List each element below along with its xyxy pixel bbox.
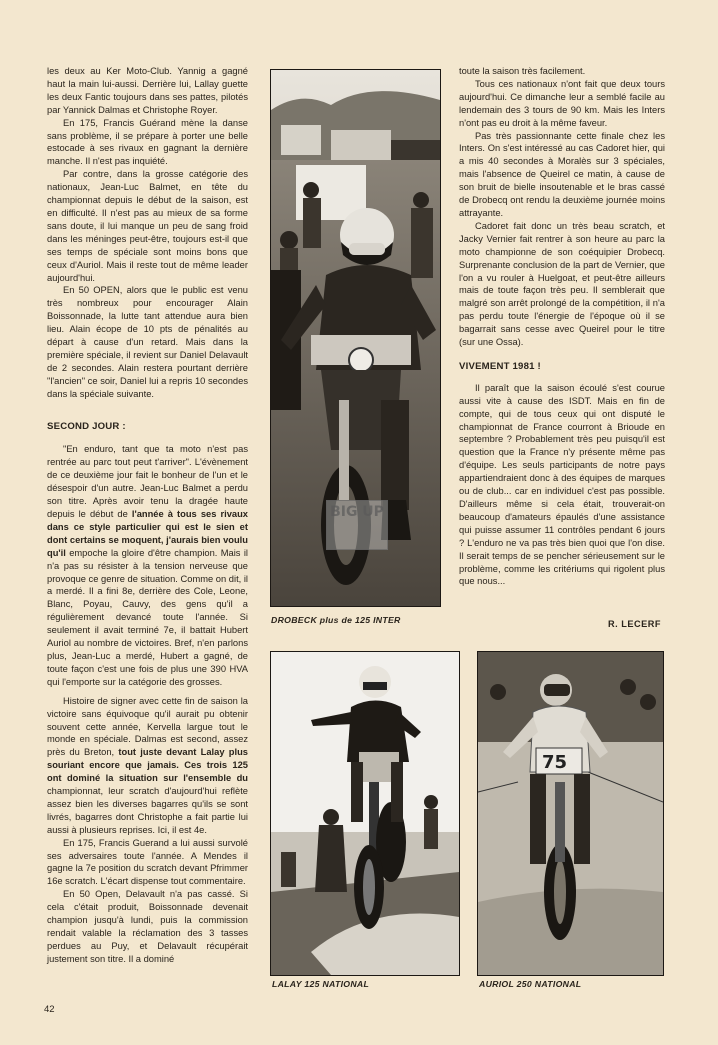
article-column-left <box>47 65 248 966</box>
watermark: BIG UP <box>326 500 388 550</box>
photo-caption: DROBECK plus de 125 INTER <box>271 615 401 625</box>
photo-caption: AURIOL 250 NATIONAL <box>479 979 582 989</box>
paragraph: "En enduro, tant que ta moto n'est pas rentrée au parc tout peut t'arriver". L'évènement de ce deuxième jour fait le bonheur de l'un et le désespoir d'un autre. Jean-Luc Balmet a perdu son titre. Après avoir tenu la dragée haute depuis le début de l'année à tous ses rivaux dans ce style particulier qui est le sien et dont certains se moquent, j'aurais bien voulu qu'il empoche la gloire d'être champion. Mais il n'a pas su résister à la tension nerveuse que provoque ce genre de situation. Comme on dit, il a merdé. Il a fini 8e, derrière des Cole, Leone, Blanc, Poyau, Cauvy, des gens qu'il a régulièrement devancé toute l'année. Si seulement il avait terminé 7e, il battait Hubert Auriol au nombre de victoires. Bref, n'en parlons plus, Jean-Luc a merdé, Hubert a gagné, de toute façon c'est une fois de plus une 390 HVA qui l'emporte sur la catégorie des grosses. <box>47 444 249 687</box>
section-heading: VIVEMENT 1981 ! <box>459 360 541 372</box>
author-signature: R. LECERF <box>608 619 661 629</box>
page-number: 42 <box>44 1004 55 1015</box>
paragraph: Il paraît que la saison écoulé s'est courue aussi vite à cause des ISDT. Mais en fin de compte, qui de tous ceux qui ont disputé le championnat de France courront à Brioude en septembre ? Probablement très peu puisqu'il est question que la France n'y présente même pas d'équipe. Les seuls participants de notre pays appartiendraient donc à des équipes de marques ou de club... car en individuel c'est pas possible. D'ailleurs même si cela était, trouverait-on beaucoup d'amateurs épaulés d'une assistance qui puisse assumer 11 contrôles pendant 6 jours ? L'enduro ne va pas très bien quoi que l'on dise. Il serait temps de se pencher sérieusement sur le problème, comme les critériums qui rigolent plus que nous... <box>459 382 665 587</box>
paragraph: Tous ces nationaux n'ont fait que deux tours aujourd'hui. Ce dimanche leur a semblé facile au lendemain des 3 tours de 90 km. Mais les Inters n'ont pas eu droit à la même faveur. <box>459 78 665 128</box>
paragraph: En 50 Open, Delavault n'a pas cassé. Si cela c'était produit, Boissonnade devenait champion jusqu'à lundi, puis la commission rendait valable la réclamation des 3 tasses perdues au Puy, et Delavault récupérait justement son titre. Il a dominé <box>47 889 248 964</box>
paragraph: Par contre, dans la grosse catégorie des nationaux, Jean-Luc Balmet, en tête du championnat depuis le début de la saison, est en difficulté. Il n'est pas au mieux de sa forme sans doute, il lui manque un peu de sang froid dans les méninges peut-être, toujours est-il que ses temps de spéciale sont moins bons que ceux d'Auriol. Mais il reste tout de même leader aujourd'hui. <box>47 169 248 283</box>
paragraph: En 50 OPEN, alors que le public est venu très nombreux pour encourager Alain Boissonnade, la lutte tant attendue aura bien lieu. Alain écope de 10 pts de pénalités au départ à cause d'un retard. Mais dans la première spéciale, il revient sur Daniel Delavault de 2 secondes. Alain restera pourtant derrière "l'ancien" ce soir, Daniel lui a repris 10 secondes dans la spéciale suivante. <box>47 285 248 399</box>
paragraph: En 175, Francis Guerand a lui aussi survolé ses adversaires toute l'année. A Mendes il gagne la 7e position du scratch devant Pfrimmer 16e scratch. L'écart dispense tout commentaire. <box>47 837 248 887</box>
article-column-right <box>459 65 665 588</box>
paragraph: les deux au Ker Moto-Club. Yannig a gagné haut la main lui-aussi. Derrière lui, Lallay guette les deux Fantic toujours dans ses pattes, pilotés par Yannick Dalmas et Christophe Royer. <box>47 66 248 115</box>
rider-photo-illustration <box>271 652 459 975</box>
photo-drobeck <box>270 69 441 607</box>
paragraph: Histoire de signer avec cette fin de saison la victoire sans équivoque qu'il aurait pu obtenir souvent cette année, Kervella largue tout le monde en spéciale. Dalmas est second, assez près du Breton, tout juste devant Lalay plus souriant encore que jamais. Ces trois 125 ont dominé la situation sur l'ensemble du championnat, leur scratch d'aujourd'hui reflète assez bien les diverses bagarres qu'ils se sont livrés, bagarres dont Christophe a fait partie lui aussi à plusieurs reprises. Ici, il est 4e. <box>47 695 248 835</box>
paragraph: En 175, Francis Guérand mène la danse sans problème, il se prépare à porter une belle estocade à ses rivaux en gagnant la dernière manche. Il n'est pas inquiété. <box>47 117 248 167</box>
race-number-plate: 75 <box>542 752 568 773</box>
section-heading: SECOND JOUR : <box>47 420 126 432</box>
paragraph: Cadoret fait donc un très beau scratch, et Jacky Vernier fait rentrer à son heure au parc la moto championne de son coéquipier Drobecq. Surprenante conclusion de la part de Vernier, que l'on a vu rouler à Huelgoat, et peut-être ailleurs mais de toute façon très peu. Il semblerait que malgré son arrêt prolongé de la compétition, il n'a pas perdu toute l'énergie de l'époque où il se bagarrait sans cesse avec Queirel pour le titre (sur une Ossa). <box>459 220 665 348</box>
paragraph: toute la saison très facilement. <box>459 66 586 76</box>
paragraph: Pas très passionnante cette finale chez les Inters. On s'est intéressé au cas Cadoret hier, qui a mis 40 secondes à Moralès sur 3 spéciales, mais l'absence de Queirel ce matin, à cause de son bruit de bielle insoutenable et le bras cassé de Drobecq ont rendu la deuxième journée moins attrayante. <box>459 130 665 218</box>
rider-photo-illustration <box>478 652 663 975</box>
photo-auriol <box>477 651 664 976</box>
bold-text: tout juste devant Lalay plus souriant encore que jamais. Ces trois 125 ont dominé la situation sur l'ensemble du <box>47 747 248 784</box>
photo-lalay <box>270 651 460 976</box>
photo-caption: LALAY 125 NATIONAL <box>272 979 370 989</box>
bold-text: l'année à tous ses rivaux dans ce style particulier qui est le sien et dont certains se moquent, j'aurais bien voulu qu'il <box>47 509 249 558</box>
